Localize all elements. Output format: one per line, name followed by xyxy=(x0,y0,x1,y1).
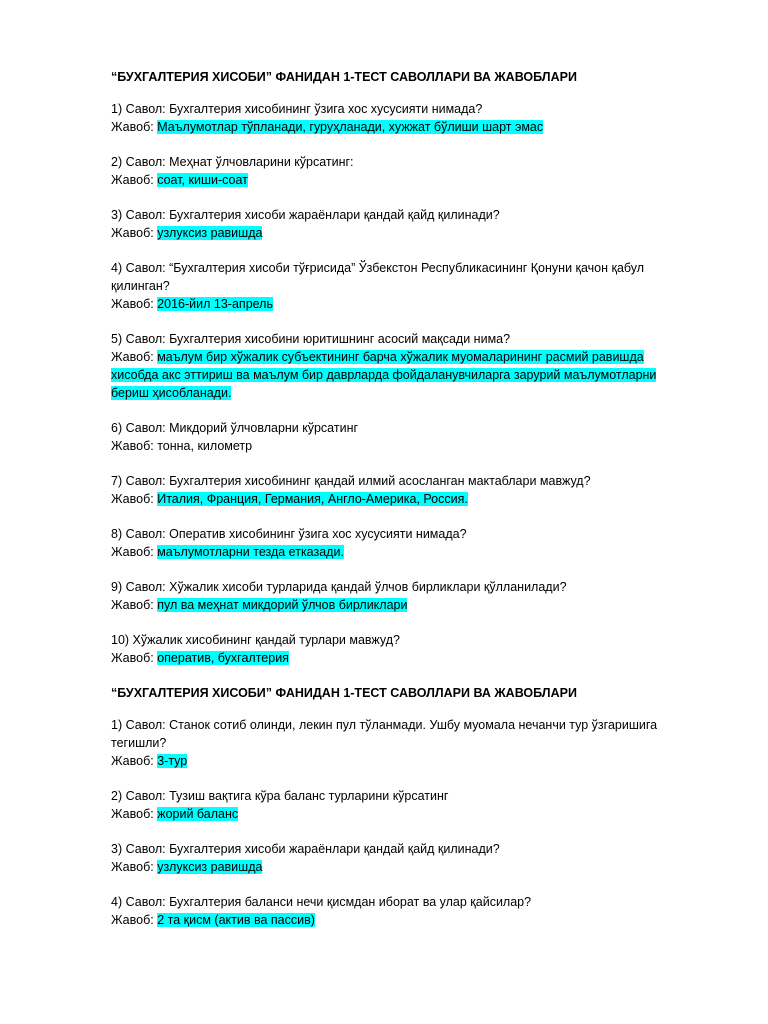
answer-text: маълумотларни тезда етказади. xyxy=(157,545,344,559)
question-line-2: тегишли? xyxy=(111,736,167,750)
section-title: “БУХГАЛТЕРИЯ ХИСОБИ” ФАНИДАН 1-ТЕСТ САВОЛЛАРИ ВА ЖАВОБЛАРИ xyxy=(111,70,577,84)
answer-line xyxy=(111,805,711,823)
answer-text: узлуксиз равишда xyxy=(157,860,263,874)
answer-prefix: Жавоб: xyxy=(111,350,158,364)
answer-prefix: Жавоб: xyxy=(111,492,158,506)
question: 3) Савол: Бухгалтерия хисоби жараёнлари қандай қайд қилинади? xyxy=(111,842,500,856)
question: 2) Савол: Тузиш вақтига кўра баланс турларини кўрсатинг xyxy=(111,789,449,803)
question: 2) Савол: Меҳнат ўлчовларини кўрсатинг: xyxy=(111,155,354,169)
answer-line-3 xyxy=(111,384,711,402)
qa-item xyxy=(111,206,711,242)
answer-prefix: Жавоб: xyxy=(111,651,158,665)
answer-text: соат, киши-соат xyxy=(157,173,248,187)
answer-line xyxy=(111,118,711,136)
question: 3) Савол: Бухгалтерия хисоби жараёнлари қандай қайд қилинади? xyxy=(111,208,500,222)
answer-text: хисобда акс эттириш ва маълум бир даврларда фойдаланувчиларга зарурий маълумотларни xyxy=(111,368,657,382)
answer-text: узлуксиз равишда xyxy=(157,226,263,240)
answer-prefix: Жавоб: xyxy=(111,807,158,821)
answer-prefix: Жавоб: xyxy=(111,439,158,453)
answer-prefix: Жавоб: xyxy=(111,297,158,311)
answer-line xyxy=(111,171,711,189)
answer-line-1 xyxy=(111,348,711,366)
question: 4) Савол: Бухгалтерия баланси нечи қисмдан иборат ва улар қайсилар? xyxy=(111,895,532,909)
question: 9) Савол: Хўжалик хисоби турларида қандай ўлчов бирликлари қўлланилади? xyxy=(111,580,567,594)
answer-line xyxy=(111,911,711,929)
answer-prefix: Жавоб: xyxy=(111,860,158,874)
qa-item xyxy=(111,631,711,667)
answer-prefix: Жавоб: xyxy=(111,120,158,134)
answer-line xyxy=(111,543,711,561)
document-page xyxy=(111,68,711,946)
answer-text: Италия, Франция, Германия, Англо-Америка, Россия. xyxy=(157,492,468,506)
answer-text: тонна, километр xyxy=(157,439,253,453)
answer-prefix: Жавоб: xyxy=(111,598,158,612)
answer-text: Маълумотлар тўпланади, гуруҳланади, хужжат бўлиши шарт эмас xyxy=(157,120,544,134)
qa-item xyxy=(111,100,711,136)
answer-prefix: Жавоб: xyxy=(111,754,158,768)
qa-item xyxy=(111,893,711,929)
qa-item xyxy=(111,787,711,823)
answer-line xyxy=(111,295,711,313)
answer-prefix: Жавоб: xyxy=(111,226,158,240)
answer-line-2 xyxy=(111,366,711,384)
question-line-1: 4) Савол: “Бухгалтерия хисоби тўғрисида” Ўзбекстон Республикасининг Қонуни қачон қабул xyxy=(111,261,645,275)
qa-item xyxy=(111,330,711,402)
qa-item xyxy=(111,840,711,876)
answer-line xyxy=(111,649,711,667)
section-title: “БУХГАЛТЕРИЯ ХИСОБИ” ФАНИДАН 1-ТЕСТ САВОЛЛАРИ ВА ЖАВОБЛАРИ xyxy=(111,686,577,700)
answer-line xyxy=(111,224,711,242)
qa-item xyxy=(111,259,711,313)
qa-item xyxy=(111,153,711,189)
qa-item xyxy=(111,419,711,455)
question-line-2: қилинган? xyxy=(111,279,170,293)
question: 1) Савол: Бухгалтерия хисобининг ўзига хос хусусияти нимада? xyxy=(111,102,483,116)
answer-text: 2016-йил 13-апрель xyxy=(157,297,273,311)
qa-item xyxy=(111,716,711,770)
answer-prefix: Жавоб: xyxy=(111,545,158,559)
qa-item xyxy=(111,525,711,561)
question: 7) Савол: Бухгалтерия хисобининг қандай илмий асосланган мактаблари мавжуд? xyxy=(111,474,591,488)
answer-line xyxy=(111,437,711,455)
answer-text: жорий баланс xyxy=(157,807,239,821)
answer-line xyxy=(111,596,711,614)
answer-text: бериш ҳисобланади. xyxy=(111,386,232,400)
answer-text: маълум бир хўжалик субъектининг барча хўжалик муомаларининг расмий равишда xyxy=(157,350,644,364)
answer-text: 3-тур xyxy=(157,754,188,768)
question: 5) Савол: Бухгалтерия хисобини юритишнинг асосий мақсади нима? xyxy=(111,332,511,346)
question: 8) Савол: Оператив хисобининг ўзига хос хусусияти нимада? xyxy=(111,527,467,541)
qa-item xyxy=(111,578,711,614)
question: 10) Хўжалик хисобининг қандай турлари мавжуд? xyxy=(111,633,401,647)
qa-item xyxy=(111,472,711,508)
answer-text: оператив, бухгалтерия xyxy=(157,651,289,665)
answer-text: пул ва меҳнат микдорий ўлчов бирликлари xyxy=(157,598,408,612)
answer-line xyxy=(111,858,711,876)
answer-line xyxy=(111,752,711,770)
answer-prefix: Жавоб: xyxy=(111,173,158,187)
answer-prefix: Жавоб: xyxy=(111,913,158,927)
question: 6) Савол: Микдорий ўлчовларни кўрсатинг xyxy=(111,421,359,435)
answer-line xyxy=(111,490,711,508)
question-line-1: 1) Савол: Станок сотиб олинди, лекин пул тўланмади. Ушбу муомала нечанчи тур ўзгаришига xyxy=(111,718,658,732)
answer-text: 2 та қисм (актив ва пассив) xyxy=(157,913,315,927)
